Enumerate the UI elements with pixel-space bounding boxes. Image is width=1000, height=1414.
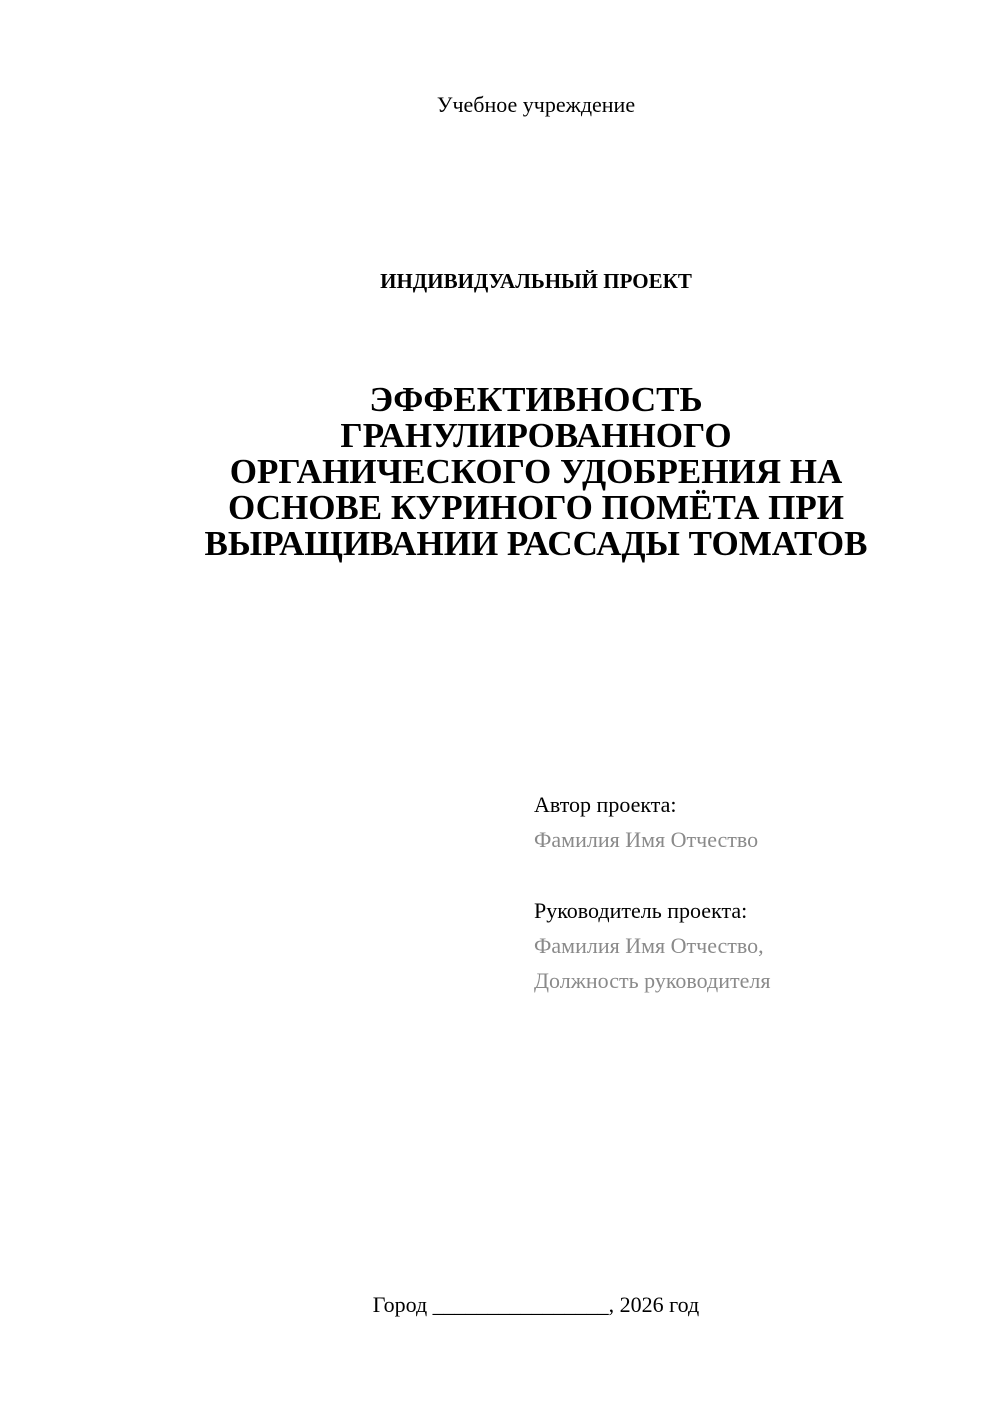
project-title [150, 382, 922, 562]
institution-name: Учебное учреждение [436, 92, 636, 117]
city-year-line: Город ________________, 2026 год [372, 1292, 700, 1317]
document-type: ИНДИВИДУАЛЬНЫЙ ПРОЕКТ [380, 269, 692, 293]
author-label: Автор проекта: [534, 792, 677, 817]
title-line: ОСНОВЕ КУРИНОГО ПОМЁТА ПРИ [228, 488, 844, 527]
credits-block [534, 787, 974, 998]
title-line: ЭФФЕКТИВНОСТЬ [369, 380, 703, 419]
title-line: ГРАНУЛИРОВАННОГО [340, 416, 732, 455]
supervisor-label: Руководитель проекта: [534, 898, 748, 923]
author-name: Фамилия Имя Отчество [534, 827, 759, 852]
title-line: ОРГАНИЧЕСКОГО УДОБРЕНИЯ НА [229, 452, 843, 491]
title-line: ВЫРАЩИВАНИИ РАССАДЫ ТОМАТОВ [204, 524, 868, 563]
supervisor-position: Должность руководителя [534, 968, 771, 993]
spacer [534, 857, 974, 893]
supervisor-name: Фамилия Имя Отчество, [534, 933, 764, 958]
